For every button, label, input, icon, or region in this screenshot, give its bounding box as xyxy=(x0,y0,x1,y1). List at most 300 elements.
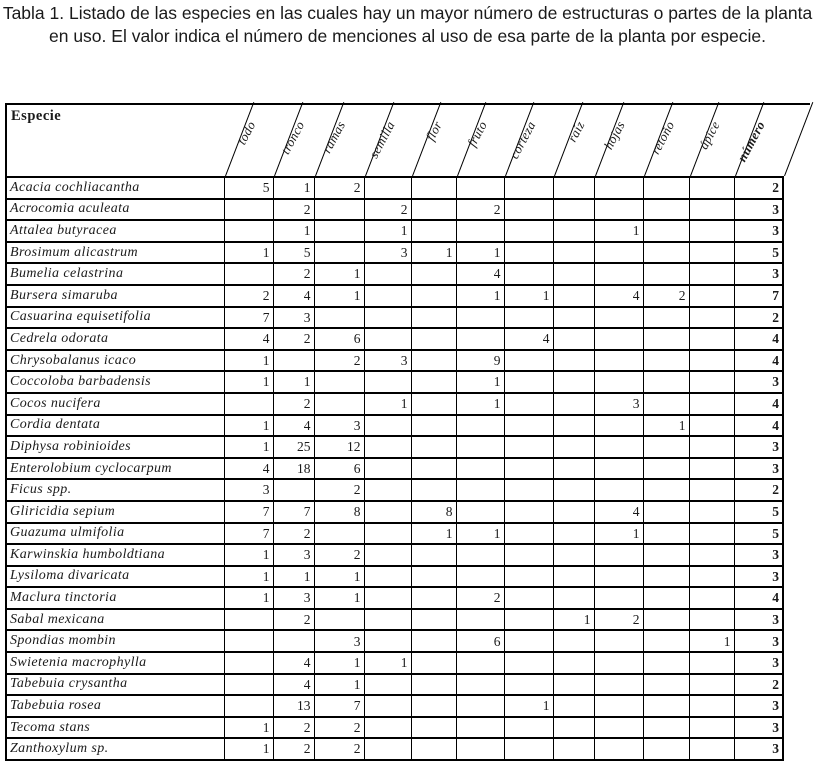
value-cell xyxy=(689,436,734,458)
value-cell xyxy=(689,263,734,285)
value-cell xyxy=(411,263,456,285)
value-cell xyxy=(224,630,273,652)
value-cell: 1 xyxy=(643,415,689,437)
table-row xyxy=(6,199,783,221)
value-cell xyxy=(553,717,594,739)
species-name-cell: Enterolobium cyclocarpum xyxy=(6,458,224,480)
value-cell xyxy=(689,199,734,221)
value-cell xyxy=(314,523,364,545)
value-cell xyxy=(643,458,689,480)
value-cell: 2 xyxy=(273,263,314,285)
value-cell xyxy=(689,609,734,631)
value-cell xyxy=(504,177,553,199)
value-cell: 6 xyxy=(314,328,364,350)
value-cell: 1 xyxy=(314,587,364,609)
value-cell xyxy=(643,199,689,221)
table-row xyxy=(6,263,783,285)
value-cell: 1 xyxy=(594,220,643,242)
numero-total-cell: 3 xyxy=(734,199,783,221)
value-cell xyxy=(504,717,553,739)
value-cell: 2 xyxy=(314,350,364,372)
value-cell xyxy=(594,328,643,350)
value-cell: 1 xyxy=(314,263,364,285)
table-row xyxy=(6,177,783,199)
value-cell: 2 xyxy=(456,199,504,221)
value-cell xyxy=(273,479,314,501)
table-row xyxy=(6,630,783,652)
value-cell: 4 xyxy=(504,328,553,350)
table-row xyxy=(6,220,783,242)
value-cell: 1 xyxy=(456,242,504,264)
value-cell xyxy=(689,566,734,588)
header-diagonal-line xyxy=(784,102,814,176)
value-cell: 1 xyxy=(456,371,504,393)
value-cell: 7 xyxy=(314,695,364,717)
species-name-cell: Gliricidia sepium xyxy=(6,501,224,523)
value-cell xyxy=(689,587,734,609)
value-cell xyxy=(364,717,411,739)
table-row xyxy=(6,415,783,437)
value-cell xyxy=(411,717,456,739)
value-cell xyxy=(273,350,314,372)
value-cell xyxy=(364,458,411,480)
value-cell xyxy=(643,630,689,652)
species-name-cell: Spondias mombin xyxy=(6,630,224,652)
value-cell xyxy=(364,177,411,199)
value-cell xyxy=(411,566,456,588)
value-cell: 4 xyxy=(594,285,643,307)
value-cell: 2 xyxy=(643,285,689,307)
value-cell: 2 xyxy=(314,738,364,760)
value-cell xyxy=(224,220,273,242)
value-cell xyxy=(689,501,734,523)
value-cell xyxy=(504,371,553,393)
value-cell xyxy=(553,458,594,480)
value-cell xyxy=(504,501,553,523)
numero-total-cell: 3 xyxy=(734,371,783,393)
value-cell xyxy=(314,199,364,221)
value-cell xyxy=(224,674,273,696)
value-cell: 8 xyxy=(314,501,364,523)
value-cell: 3 xyxy=(224,479,273,501)
value-cell: 1 xyxy=(314,285,364,307)
value-cell xyxy=(594,177,643,199)
value-cell: 1 xyxy=(224,544,273,566)
value-cell: 1 xyxy=(456,393,504,415)
value-cell xyxy=(594,566,643,588)
value-cell: 4 xyxy=(224,328,273,350)
value-cell: 12 xyxy=(314,436,364,458)
value-cell xyxy=(364,587,411,609)
value-cell xyxy=(364,695,411,717)
rotated-column-header: hojas xyxy=(600,118,629,152)
value-cell xyxy=(504,674,553,696)
table-row xyxy=(6,307,783,329)
value-cell: 1 xyxy=(224,242,273,264)
value-cell: 2 xyxy=(273,523,314,545)
value-cell xyxy=(643,717,689,739)
value-cell xyxy=(364,307,411,329)
value-cell xyxy=(553,177,594,199)
value-cell xyxy=(689,652,734,674)
value-cell xyxy=(594,652,643,674)
value-cell xyxy=(314,242,364,264)
value-cell: 4 xyxy=(273,674,314,696)
rotated-column-header: ramas xyxy=(318,118,349,156)
value-cell xyxy=(553,674,594,696)
value-cell xyxy=(504,652,553,674)
rotated-column-header: corteza xyxy=(505,118,539,162)
value-cell: 7 xyxy=(273,501,314,523)
value-cell xyxy=(553,199,594,221)
value-cell xyxy=(456,566,504,588)
table-row xyxy=(6,436,783,458)
numero-total-cell: 3 xyxy=(734,220,783,242)
value-cell xyxy=(643,177,689,199)
value-cell: 1 xyxy=(456,285,504,307)
value-cell xyxy=(553,501,594,523)
value-cell: 25 xyxy=(273,436,314,458)
numero-total-cell: 2 xyxy=(734,177,783,199)
numero-total-cell: 4 xyxy=(734,350,783,372)
value-cell xyxy=(594,350,643,372)
numero-total-cell: 5 xyxy=(734,523,783,545)
value-cell: 6 xyxy=(456,630,504,652)
numero-total-cell: 4 xyxy=(734,328,783,350)
rotated-column-header: ápice xyxy=(695,118,724,152)
numero-total-cell: 4 xyxy=(734,415,783,437)
value-cell xyxy=(553,285,594,307)
value-cell: 2 xyxy=(273,199,314,221)
table-row xyxy=(6,609,783,631)
value-cell: 1 xyxy=(689,630,734,652)
value-cell: 1 xyxy=(504,695,553,717)
value-cell xyxy=(456,415,504,437)
value-cell: 1 xyxy=(224,587,273,609)
numero-total-cell: 3 xyxy=(734,544,783,566)
value-cell xyxy=(456,738,504,760)
table-row xyxy=(6,371,783,393)
species-name-cell: Lysiloma divaricata xyxy=(6,566,224,588)
species-name-cell: Cocos nucifera xyxy=(6,393,224,415)
value-cell: 1 xyxy=(314,674,364,696)
value-cell xyxy=(553,393,594,415)
value-cell: 1 xyxy=(224,415,273,437)
value-cell xyxy=(364,415,411,437)
numero-total-cell: 5 xyxy=(734,501,783,523)
value-cell xyxy=(594,544,643,566)
numero-total-cell: 5 xyxy=(734,242,783,264)
value-cell xyxy=(411,674,456,696)
value-cell xyxy=(224,652,273,674)
value-cell: 1 xyxy=(364,220,411,242)
numero-total-cell: 2 xyxy=(734,479,783,501)
value-cell: 6 xyxy=(314,458,364,480)
value-cell: 3 xyxy=(364,242,411,264)
table-row xyxy=(6,328,783,350)
value-cell xyxy=(456,695,504,717)
value-cell xyxy=(504,630,553,652)
table-row xyxy=(6,717,783,739)
table-caption: Tabla 1. Listado de las especies en las cuales hay un mayor número de estructuras o partes de la planta en uso. El valor indica el número de menciones al uso de esa parte de la planta por especie. xyxy=(2,3,813,46)
value-cell: 1 xyxy=(224,566,273,588)
species-table xyxy=(5,103,810,761)
value-cell xyxy=(553,695,594,717)
value-cell xyxy=(594,695,643,717)
value-cell: 4 xyxy=(273,285,314,307)
value-cell xyxy=(314,393,364,415)
value-cell xyxy=(594,458,643,480)
value-cell xyxy=(411,587,456,609)
species-name-cell: Brosimum alicastrum xyxy=(6,242,224,264)
species-name-cell: Acrocomia aculeata xyxy=(6,199,224,221)
value-cell: 1 xyxy=(314,652,364,674)
value-cell: 3 xyxy=(314,630,364,652)
value-cell: 1 xyxy=(273,371,314,393)
value-cell: 2 xyxy=(314,177,364,199)
numero-total-cell: 3 xyxy=(734,436,783,458)
value-cell: 1 xyxy=(504,285,553,307)
value-cell xyxy=(594,717,643,739)
value-cell xyxy=(553,371,594,393)
numero-total-cell: 4 xyxy=(734,587,783,609)
value-cell xyxy=(314,609,364,631)
table-row xyxy=(6,285,783,307)
numero-total-cell: 3 xyxy=(734,630,783,652)
value-cell xyxy=(456,501,504,523)
species-name-cell: Coccoloba barbadensis xyxy=(6,371,224,393)
value-cell: 1 xyxy=(411,242,456,264)
value-cell xyxy=(643,307,689,329)
value-cell xyxy=(364,371,411,393)
value-cell xyxy=(411,652,456,674)
value-cell xyxy=(643,436,689,458)
value-cell: 7 xyxy=(224,523,273,545)
species-name-cell: Zanthoxylum sp. xyxy=(6,738,224,760)
value-cell: 1 xyxy=(273,177,314,199)
numero-total-cell: 3 xyxy=(734,695,783,717)
value-cell xyxy=(456,544,504,566)
value-cell xyxy=(224,393,273,415)
value-cell xyxy=(553,544,594,566)
value-cell xyxy=(364,328,411,350)
value-cell xyxy=(689,220,734,242)
value-cell xyxy=(224,199,273,221)
value-cell: 8 xyxy=(411,501,456,523)
value-cell xyxy=(553,652,594,674)
value-cell xyxy=(504,523,553,545)
value-cell xyxy=(411,479,456,501)
value-cell xyxy=(643,523,689,545)
value-cell: 1 xyxy=(273,566,314,588)
numero-total-cell: 7 xyxy=(734,285,783,307)
value-cell xyxy=(689,328,734,350)
value-cell xyxy=(504,263,553,285)
value-cell xyxy=(643,566,689,588)
value-cell xyxy=(594,630,643,652)
value-cell xyxy=(364,738,411,760)
value-cell xyxy=(689,458,734,480)
value-cell xyxy=(411,544,456,566)
value-cell xyxy=(411,609,456,631)
value-cell xyxy=(594,738,643,760)
value-cell xyxy=(411,220,456,242)
value-cell xyxy=(364,479,411,501)
rotated-column-header: raíz xyxy=(563,118,588,145)
value-cell xyxy=(643,350,689,372)
value-cell xyxy=(504,609,553,631)
value-cell xyxy=(553,566,594,588)
value-cell xyxy=(643,328,689,350)
value-cell xyxy=(411,738,456,760)
value-cell xyxy=(411,393,456,415)
value-cell xyxy=(594,199,643,221)
table-row xyxy=(6,587,783,609)
value-cell xyxy=(504,587,553,609)
value-cell xyxy=(364,263,411,285)
species-name-cell: Cordia dentata xyxy=(6,415,224,437)
species-name-cell: Diphysa robinioides xyxy=(6,436,224,458)
value-cell xyxy=(411,307,456,329)
value-cell xyxy=(411,350,456,372)
numero-total-cell: 3 xyxy=(734,717,783,739)
value-cell xyxy=(643,220,689,242)
value-cell: 4 xyxy=(456,263,504,285)
value-cell xyxy=(364,544,411,566)
value-cell xyxy=(594,307,643,329)
value-cell: 2 xyxy=(594,609,643,631)
value-cell xyxy=(456,609,504,631)
value-cell: 1 xyxy=(224,350,273,372)
species-name-cell: Acacia cochliacantha xyxy=(6,177,224,199)
value-cell: 13 xyxy=(273,695,314,717)
value-cell xyxy=(553,242,594,264)
table-row xyxy=(6,350,783,372)
rotated-column-header: número xyxy=(734,118,769,165)
numero-total-cell: 4 xyxy=(734,393,783,415)
value-cell: 4 xyxy=(273,415,314,437)
value-cell xyxy=(314,371,364,393)
value-cell xyxy=(364,566,411,588)
value-cell: 1 xyxy=(224,717,273,739)
value-cell xyxy=(553,307,594,329)
value-cell xyxy=(273,630,314,652)
rotated-column-header: todo xyxy=(233,118,259,147)
value-cell xyxy=(643,501,689,523)
numero-total-cell: 3 xyxy=(734,652,783,674)
numero-total-cell: 3 xyxy=(734,263,783,285)
value-cell xyxy=(456,307,504,329)
table-row xyxy=(6,738,783,760)
value-cell xyxy=(689,371,734,393)
species-name-cell: Tabebuia crysantha xyxy=(6,674,224,696)
value-cell xyxy=(553,630,594,652)
value-cell xyxy=(504,199,553,221)
especie-column-header: Especie xyxy=(11,108,62,124)
value-cell xyxy=(364,436,411,458)
value-cell: 7 xyxy=(224,307,273,329)
value-cell xyxy=(689,479,734,501)
value-cell xyxy=(553,523,594,545)
value-cell xyxy=(411,630,456,652)
table-row xyxy=(6,652,783,674)
value-cell: 2 xyxy=(314,479,364,501)
value-cell xyxy=(689,242,734,264)
value-cell xyxy=(364,674,411,696)
value-cell xyxy=(689,393,734,415)
value-cell xyxy=(456,479,504,501)
value-cell xyxy=(364,285,411,307)
value-cell xyxy=(411,436,456,458)
value-cell: 1 xyxy=(224,738,273,760)
value-cell xyxy=(643,652,689,674)
value-cell xyxy=(689,523,734,545)
value-cell: 1 xyxy=(314,566,364,588)
value-cell xyxy=(411,415,456,437)
value-cell xyxy=(411,285,456,307)
value-cell xyxy=(643,479,689,501)
value-cell xyxy=(504,544,553,566)
species-name-cell: Casuarina equisetifolia xyxy=(6,307,224,329)
value-cell: 3 xyxy=(273,544,314,566)
species-name-cell: Swietenia macrophylla xyxy=(6,652,224,674)
value-cell xyxy=(594,415,643,437)
value-cell xyxy=(594,479,643,501)
value-cell xyxy=(411,371,456,393)
value-cell: 2 xyxy=(273,328,314,350)
value-cell xyxy=(411,695,456,717)
value-cell xyxy=(643,371,689,393)
value-cell xyxy=(689,350,734,372)
table-row xyxy=(6,501,783,523)
value-cell xyxy=(504,479,553,501)
species-name-cell: Karwinskia humboldtiana xyxy=(6,544,224,566)
value-cell xyxy=(364,609,411,631)
species-name-cell: Attalea butyracea xyxy=(6,220,224,242)
numero-total-cell: 3 xyxy=(734,609,783,631)
value-cell xyxy=(689,415,734,437)
value-cell xyxy=(504,415,553,437)
value-cell xyxy=(456,220,504,242)
value-cell: 2 xyxy=(273,738,314,760)
value-cell xyxy=(689,307,734,329)
value-cell xyxy=(689,738,734,760)
value-cell xyxy=(456,717,504,739)
value-cell: 2 xyxy=(273,609,314,631)
value-cell xyxy=(594,674,643,696)
value-cell: 2 xyxy=(224,285,273,307)
value-cell: 3 xyxy=(273,587,314,609)
value-cell: 1 xyxy=(553,609,594,631)
value-cell: 3 xyxy=(314,415,364,437)
species-name-cell: Maclura tinctoria xyxy=(6,587,224,609)
rotated-column-header: tronco xyxy=(277,118,308,157)
value-cell xyxy=(504,436,553,458)
value-cell: 3 xyxy=(273,307,314,329)
species-name-cell: Chrysobalanus icaco xyxy=(6,350,224,372)
value-cell xyxy=(594,587,643,609)
value-cell xyxy=(224,609,273,631)
value-cell xyxy=(456,177,504,199)
table-row xyxy=(6,458,783,480)
numero-total-cell: 2 xyxy=(734,674,783,696)
numero-total-cell: 3 xyxy=(734,738,783,760)
rotated-column-header: fruto xyxy=(464,118,491,150)
table-header-band xyxy=(5,103,810,176)
value-cell: 3 xyxy=(364,350,411,372)
value-cell: 2 xyxy=(273,393,314,415)
value-cell xyxy=(643,674,689,696)
